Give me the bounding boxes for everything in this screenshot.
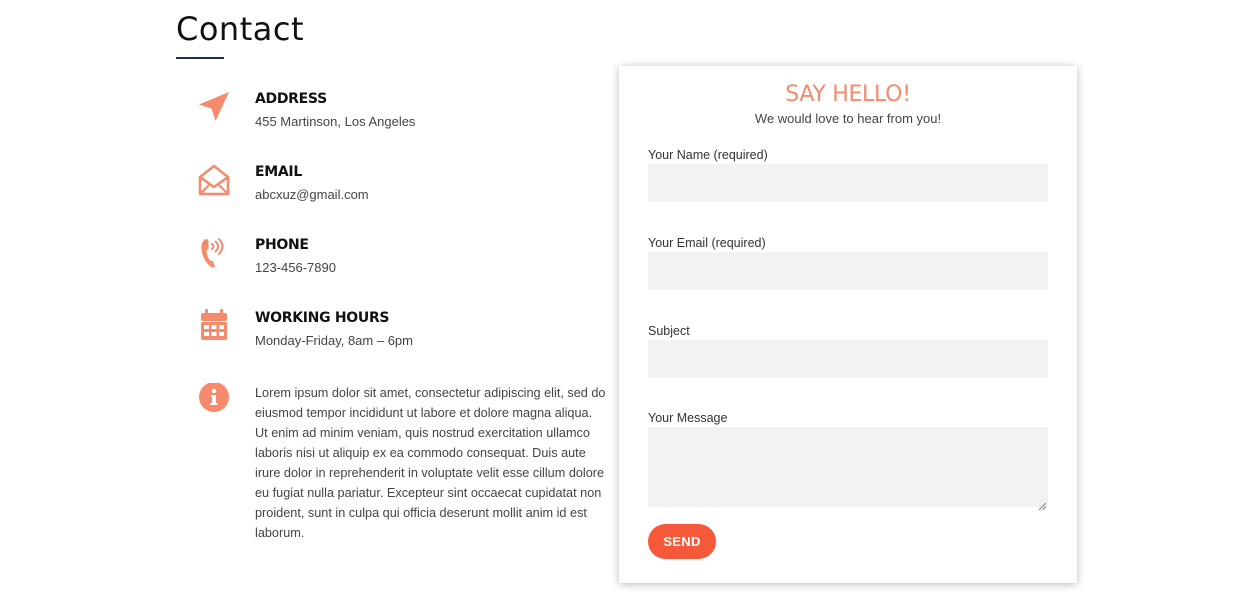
message-label: Your Message [648, 411, 728, 425]
envelope-open-icon [196, 163, 232, 199]
phone-title: PHONE [255, 237, 309, 253]
address-value: 455 Martinson, Los Angeles [255, 114, 416, 129]
info-circle-icon [196, 383, 232, 419]
form-title: SAY HELLO! [785, 82, 911, 107]
email-title: EMAIL [255, 164, 302, 180]
page-title: Contact [176, 10, 304, 48]
phone-volume-icon [196, 236, 232, 272]
title-underline [176, 57, 224, 59]
send-button[interactable]: SEND [648, 524, 716, 559]
email-field[interactable] [648, 252, 1048, 290]
about-text: Lorem ipsum dolor sit amet, consectetur adipiscing elit, sed do eiusmod tempor incididunt ut labore et dolore magna aliqua. Ut enim ad minim veniam, quis nostrud exercitation ullamco laboris nisi ut aliquip ex ea commodo consequat. Duis aute irure dolor in reprehenderit in voluptate velit esse cillum dolore eu fugiat nulla pariatur. Excepteur sint occaecat cupidatat non proident, sunt in culpa qui officia deserunt mollit anim id est laborum. [255, 386, 606, 540]
location-arrow-icon [196, 90, 232, 126]
contact-form-card [619, 66, 1077, 583]
message-field[interactable] [648, 427, 1048, 507]
subject-field[interactable] [648, 340, 1048, 378]
message-field-wrapper [648, 427, 1048, 507]
email-label: Your Email (required) [648, 236, 766, 250]
form-subtitle: We would love to hear from you! [754, 111, 942, 126]
calendar-icon [196, 309, 232, 345]
name-label: Your Name (required) [648, 148, 768, 162]
phone-value: 123-456-7890 [255, 260, 336, 275]
resize-handle-icon[interactable] [1038, 497, 1046, 505]
working-hours-value: Monday-Friday, 8am – 6pm [255, 333, 413, 348]
name-field[interactable] [648, 164, 1048, 202]
subject-label: Subject [648, 324, 690, 338]
address-title: ADDRESS [255, 91, 327, 107]
working-hours-title: WORKING HOURS [255, 310, 390, 326]
email-value: abcxuz@gmail.com [255, 187, 369, 202]
